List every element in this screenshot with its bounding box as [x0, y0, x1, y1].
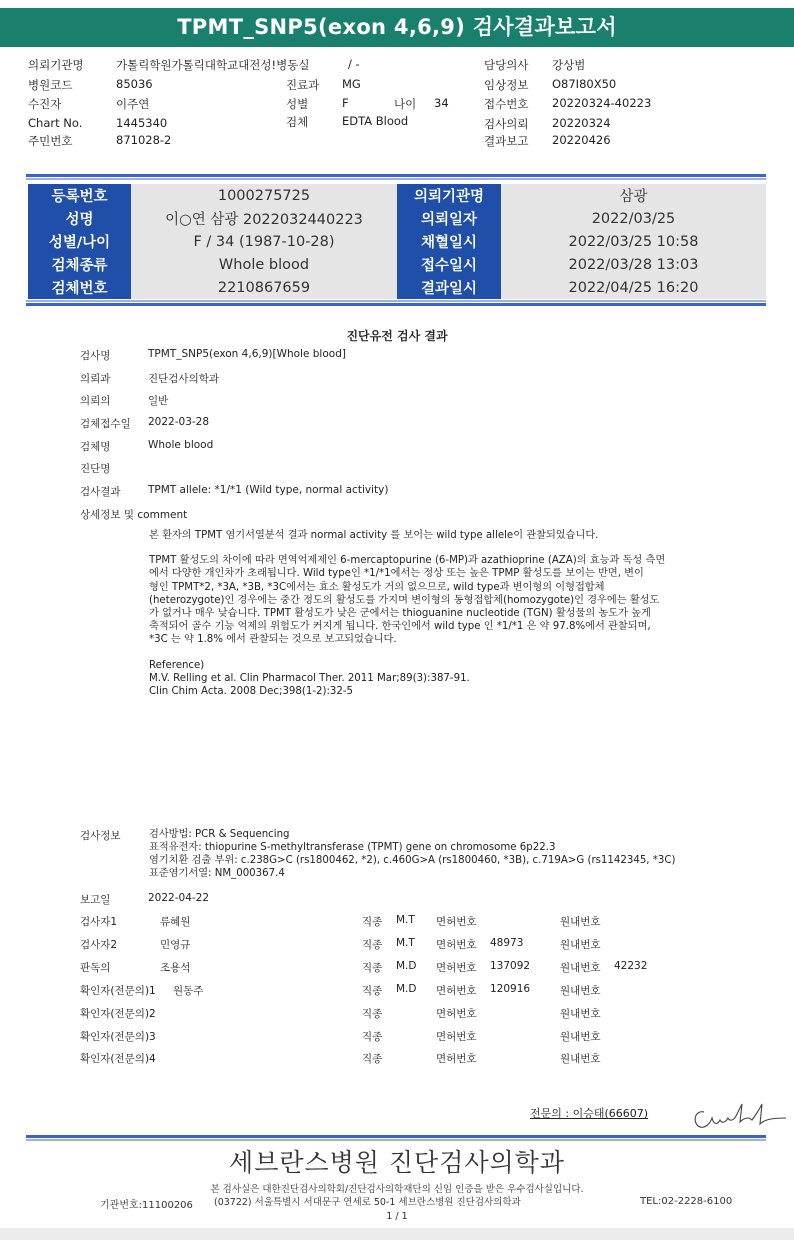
reg-value: Whole blood	[131, 253, 397, 276]
report-label: 결과보고	[484, 134, 529, 148]
signer-spec-label: 원내번호	[560, 1031, 601, 1043]
signer-job: M.T	[396, 937, 415, 949]
reg-row	[28, 253, 766, 276]
reg-row	[28, 184, 766, 207]
signer-job-label: 직종	[362, 985, 383, 997]
comment-line: 가 없거나 매우 낮습니다. TPMT 활성도가 낮은 군에서는 thioguanine nucleotide (TGN) 활성물의 농도가 높게	[149, 608, 651, 620]
specimen-label: 검체	[286, 115, 309, 129]
field-label: 검사결과	[80, 486, 121, 498]
signer-lic: 137092	[490, 960, 531, 972]
dept-label: 진료과	[286, 78, 320, 92]
comment-line: TPMT 활성도의 차이에 따라 면역억제제인 6-mercaptopurine (6-MP)과 azathioprine (AZA)의 효능과 독성 측면	[149, 555, 666, 567]
telephone: TEL:02-2228-6100	[640, 1196, 733, 1207]
reg-value: 2022/03/28 13:03	[501, 253, 766, 276]
signer-lic-label: 면허번호	[436, 985, 477, 997]
signer-role: 판독의	[80, 962, 111, 974]
comment-line: Clin Chim Acta. 2008 Dec;398(1-2):32-5	[149, 686, 354, 698]
comment-line: 축적되어 골수 기능 억제의 위험도가 커지게 됩니다. 한국인에서 wild type 인 *1/*1 은 약 97.8%에서 관찰되며,	[149, 621, 651, 633]
field-value: 진단검사의학과	[148, 373, 220, 385]
attending-label: 담당의사	[484, 58, 529, 72]
comment-line	[149, 542, 749, 554]
field-label: 검체명	[80, 441, 111, 453]
report-title: TPMT_SNP5(exon 4,6,9) 검사결과보고서	[0, 8, 794, 47]
reg-key: 등록번호	[28, 184, 131, 207]
reg-key: 접수일시	[397, 253, 501, 276]
patient-value: 이주연	[116, 97, 150, 111]
signer-lic-label: 면허번호	[436, 962, 477, 974]
reg-value: 2022/04/25 16:20	[501, 276, 766, 299]
dept-value: MG	[342, 77, 361, 91]
rrn-value: 871028-2	[116, 133, 172, 147]
signer-lic-label: 면허번호	[436, 1031, 477, 1043]
req-org-extra: / -	[348, 57, 360, 71]
age-label: 나이	[394, 97, 417, 111]
reg-key: 의뢰기관명	[397, 184, 501, 207]
specialist-name: 이승태(66607)	[572, 1107, 649, 1120]
reg-key: 검체번호	[28, 276, 131, 299]
sex-value: F	[342, 96, 349, 110]
signer-role: 검사자2	[80, 939, 118, 951]
signer-lic-label: 면허번호	[436, 939, 477, 951]
reg-value: 1000275725	[131, 184, 397, 207]
hosp-code-label: 병원코드	[28, 78, 73, 92]
signer-job-label: 직종	[362, 1008, 383, 1020]
bottom-rule-thin	[26, 300, 766, 302]
receipt-label: 접수번호	[484, 97, 529, 111]
page-number: 1 / 1	[386, 1211, 408, 1222]
top-rule	[26, 174, 766, 177]
reg-row	[28, 207, 766, 230]
reg-value: F / 34 (1987-10-28)	[131, 230, 397, 253]
specialist-label: 전문의 :	[530, 1107, 570, 1120]
info-line: 표준염기서열: NM_000367.4	[149, 868, 285, 879]
signer-lic: 120916	[490, 983, 531, 995]
signer-name: 원동주	[173, 985, 204, 997]
signer-lic-label: 면허번호	[436, 916, 477, 928]
specimen-value: EDTA Blood	[342, 114, 409, 128]
signer-job: M.D	[396, 983, 417, 995]
signer-job-label: 직종	[362, 1031, 383, 1043]
signer-role: 확인자(전문의)2	[80, 1008, 156, 1020]
receipt-value: 20220324-40223	[552, 96, 652, 110]
comment-line: M.V. Relling et al. Clin Pharmacol Ther. 2011 Mar;89(3):387-91.	[149, 672, 470, 684]
signer-role: 확인자(전문의)4	[80, 1053, 156, 1065]
signer-job: M.D	[396, 960, 417, 972]
footer-rule-thin	[26, 1139, 766, 1141]
field-label: 의뢰과	[80, 373, 111, 385]
age-value: 34	[434, 96, 449, 110]
signer-name: 조용석	[160, 962, 191, 974]
field-label: 검체접수일	[80, 418, 131, 430]
signer-name: 류혜원	[160, 916, 191, 928]
top-rule-thin	[26, 178, 766, 180]
signer-job-label: 직종	[362, 1053, 383, 1065]
field-value: 일반	[148, 395, 169, 407]
reg-value: 2022/03/25 10:58	[501, 230, 766, 253]
clinical-value: O87I80X50	[552, 77, 617, 91]
signer-name: 민영규	[160, 939, 191, 951]
comment-line: 에서 다양한 개인차가 초래됩니다. Wild type인 *1/*1에서는 정상 또는 높은 TPMP 활성도를 보이는 반면, 변이	[149, 568, 644, 580]
signer-lic-label: 면허번호	[436, 1008, 477, 1020]
field-value: 2022-03-28	[148, 416, 210, 428]
report-value: 20220426	[552, 133, 611, 147]
info-block	[149, 828, 749, 880]
field-label: 의뢰의	[80, 395, 111, 407]
clinical-label: 임상정보	[484, 78, 529, 92]
report-date-label: 보고일	[80, 894, 111, 906]
signer-spec-label: 원내번호	[560, 985, 601, 997]
patient-label: 수진자	[28, 97, 62, 111]
reg-row	[28, 230, 766, 253]
signer-spec-label: 원내번호	[560, 1008, 601, 1020]
req-org-label: 의뢰기관명	[28, 58, 84, 72]
comment-line: *3C 는 약 1.8% 에서 관찰되는 것으로 보고되었습니다.	[149, 634, 397, 646]
signer-job-label: 직종	[362, 962, 383, 974]
signer-job-label: 직종	[362, 916, 383, 928]
comment-line: 형인 TPMT*2, *3A, *3B, *3C에서는 효소 활성도가 거의 없으므로, wild type과 변이형의 이형접합체	[149, 581, 605, 593]
reg-key: 성별/나이	[28, 230, 131, 253]
registration-table	[28, 184, 766, 299]
reg-value: 삼광	[501, 184, 766, 207]
req-date-label: 검사의뢰	[484, 117, 529, 131]
info-line: 표적유전자: thiopurine S-methyltransferase (TPMT) gene on chromosome 6p22.3	[149, 842, 556, 853]
reg-row	[28, 276, 766, 299]
chart-label: Chart No.	[28, 116, 83, 130]
rrn-label: 주민번호	[28, 134, 73, 148]
comment-line: Reference)	[149, 659, 205, 671]
signer-spec-label: 원내번호	[560, 962, 601, 974]
bottom-margin-band	[0, 1228, 794, 1240]
handwritten-signature	[690, 1098, 790, 1134]
footer-rule	[26, 1135, 766, 1138]
reg-key: 결과일시	[397, 276, 501, 299]
signer-job-label: 직종	[362, 939, 383, 951]
comment-line: 본 환자의 TPMT 염기서열분석 결과 normal activity 를 보이는 wild type allele이 관찰되었습니다.	[149, 530, 599, 541]
reg-key: 의뢰일자	[397, 207, 501, 230]
attending-value: 강상범	[552, 58, 586, 72]
field-value: TPMT_SNP5(exon 4,6,9)[Whole blood]	[148, 348, 346, 360]
reg-value: 2210867659	[131, 276, 397, 299]
detail-label: 상세정보 및 comment	[80, 509, 188, 521]
section-title: 진단유전 검사 결과	[346, 329, 448, 343]
report-date-value: 2022-04-22	[148, 892, 210, 904]
certification-text: 본 검사실은 대한진단검사의학회/진단검사의학재단의 신임 인증을 받은 우수검사실입니다.	[210, 1184, 584, 1195]
comment-line: (heterozygote)인 경우에는 중간 정도의 활성도를 가지며 변이형의 동형접합체(homozygote)인 경우에는 활성도	[149, 594, 660, 606]
comment-line	[149, 647, 749, 659]
address: (03722) 서울특별시 서대문구 연세로 50-1 세브란스병원 진단검사의학과	[214, 1197, 521, 1208]
signer-role: 확인자(전문의)1	[80, 985, 156, 997]
field-value: Whole blood	[148, 439, 214, 451]
sex-label: 성별	[286, 97, 309, 111]
field-label: 진단명	[80, 463, 111, 475]
reg-key: 검체종류	[28, 253, 131, 276]
signer-lic-label: 면허번호	[436, 1053, 477, 1065]
req-date-value: 20220324	[552, 116, 611, 130]
chart-value: 1445340	[116, 116, 168, 130]
reg-value: 2022/03/25	[501, 207, 766, 230]
signer-spec-label: 원내번호	[560, 1053, 601, 1065]
signer-spec: 42232	[614, 960, 648, 972]
reg-key: 성명	[28, 207, 131, 230]
signer-spec-label: 원내번호	[560, 916, 601, 928]
bottom-rule	[26, 303, 766, 306]
req-org-value: 가톨릭학원가톨릭대학교대전성!병동실	[116, 58, 310, 72]
signer-lic: 48973	[490, 937, 524, 949]
reg-key: 채혈일시	[397, 230, 501, 253]
org-number: 기관번호:11100206	[100, 1200, 193, 1211]
hosp-code-value: 85036	[116, 77, 153, 91]
comment-block	[149, 529, 749, 698]
info-line: 검사방법: PCR & Sequencing	[149, 829, 290, 840]
signer-role: 확인자(전문의)3	[80, 1031, 156, 1043]
field-label: 검사명	[80, 350, 111, 362]
signer-spec-label: 원내번호	[560, 939, 601, 951]
signer-job: M.T	[396, 914, 415, 926]
reg-value: 이○연 삼광 2022032440223	[131, 207, 397, 230]
specialist-signature-line	[530, 1105, 648, 1121]
hospital-name: 세브란스병원 진단검사의학과	[229, 1148, 565, 1177]
info-line: 염기치환 검출 부위: c.238G>C (rs1800462, *2), c.460G>A (rs1800460, *3B), c.719A>G (rs1142345, *3C)	[149, 855, 676, 866]
signer-role: 검사자1	[80, 916, 118, 928]
field-value: TPMT allele: *1/*1 (Wild type, normal activity)	[148, 484, 389, 496]
info-label: 검사정보	[80, 830, 121, 842]
